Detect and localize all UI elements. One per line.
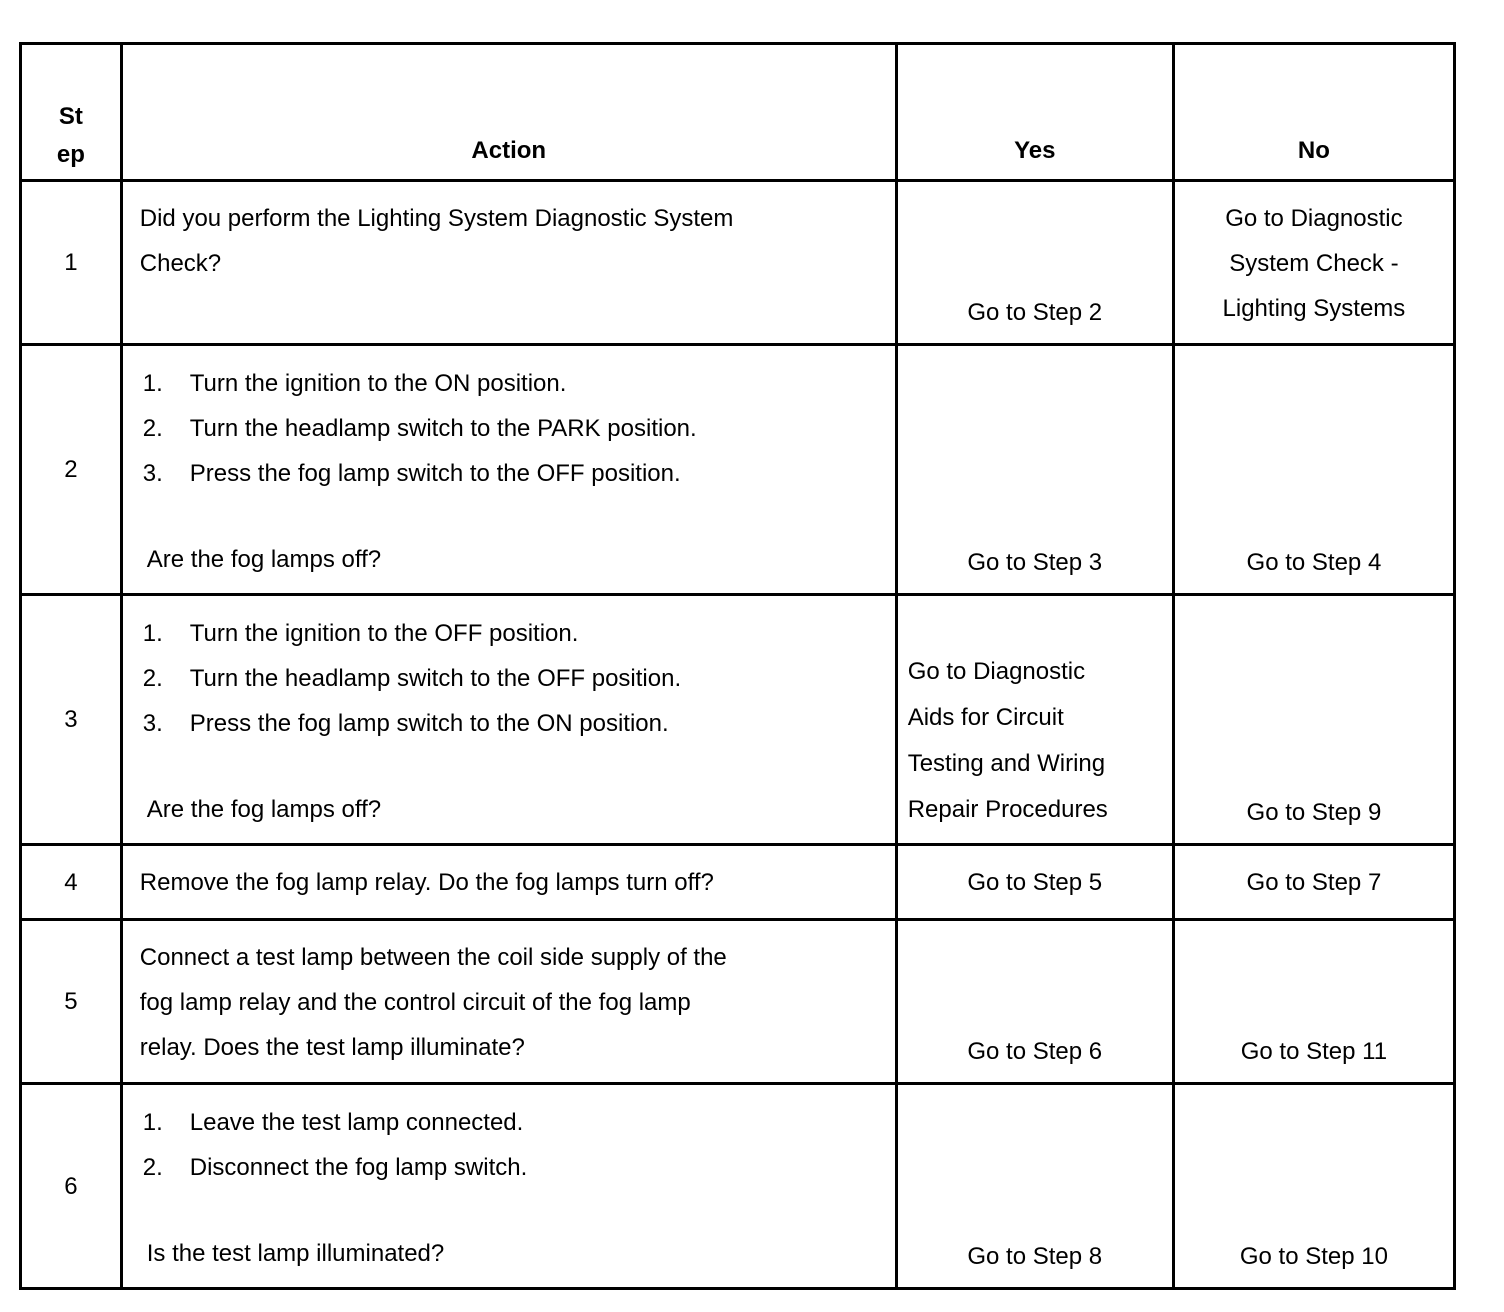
action-cell: Remove the fog lamp relay. Do the fog lamps turn off? (121, 845, 896, 920)
header-no: No (1173, 44, 1454, 181)
action-cell (121, 595, 896, 845)
step-number: 3 (21, 595, 122, 845)
action-cell: Connect a test lamp between the coil side supply of the fog lamp relay and the control circuit of the fog lamp relay. Does the test lamp illuminate? (121, 920, 896, 1084)
diagnostic-table (19, 42, 1456, 1290)
list-item: 2. Turn the headlamp switch to the PARK position. (142, 415, 697, 442)
yes-cell: Go to Step 3 (896, 345, 1173, 595)
no-cell: Go to Step 7 (1173, 845, 1454, 920)
yes-cell: Go to Step 5 (896, 845, 1173, 920)
yes-cell: Go to Step 8 (896, 1084, 1173, 1289)
yes-cell: Go to Step 6 (896, 920, 1173, 1084)
action-cell: Did you perform the Lighting System Diagnostic System Check? (121, 181, 896, 345)
action-question: Are the fog lamps off? (146, 546, 382, 573)
action-question: Are the fog lamps off? (146, 796, 382, 823)
list-item: 3. Press the fog lamp switch to the ON position. (142, 710, 669, 737)
action-cell (121, 345, 896, 595)
step-number: 4 (21, 845, 122, 920)
no-cell: Go to Step 9 (1173, 595, 1454, 845)
table-row (21, 845, 1455, 920)
step-number: 5 (21, 920, 122, 1084)
yes-cell: Go to Diagnostic Aids for Circuit Testing and Wiring Repair Procedures (896, 595, 1173, 845)
step-number: 1 (21, 181, 122, 345)
table-row (21, 920, 1455, 1084)
list-item: 2. Turn the headlamp switch to the OFF position. (142, 665, 682, 692)
list-item: 2. Disconnect the fog lamp switch. (142, 1154, 528, 1181)
table-row (21, 181, 1455, 345)
no-cell: Go to Step 10 (1173, 1084, 1454, 1289)
list-item: 3. Press the fog lamp switch to the OFF position. (142, 460, 681, 487)
header-step: St ep (21, 44, 122, 181)
step-number: 2 (21, 345, 122, 595)
header-action: Action (121, 44, 896, 181)
header-yes: Yes (896, 44, 1173, 181)
table-row (21, 345, 1455, 595)
yes-cell: Go to Step 2 (896, 181, 1173, 345)
action-cell (121, 1084, 896, 1289)
no-cell: Go to Step 4 (1173, 345, 1454, 595)
table-row (21, 1084, 1455, 1289)
step-number: 6 (21, 1084, 122, 1289)
no-cell: Go to Diagnostic System Check - Lighting Systems (1173, 181, 1454, 345)
list-item: 1. Turn the ignition to the ON position. (142, 370, 567, 397)
action-question: Is the test lamp illuminated? (146, 1240, 445, 1267)
no-cell: Go to Step 11 (1173, 920, 1454, 1084)
table-row (21, 595, 1455, 845)
header-row (21, 44, 1455, 181)
list-item: 1. Leave the test lamp connected. (142, 1109, 524, 1136)
list-item: 1. Turn the ignition to the OFF position. (142, 620, 579, 647)
